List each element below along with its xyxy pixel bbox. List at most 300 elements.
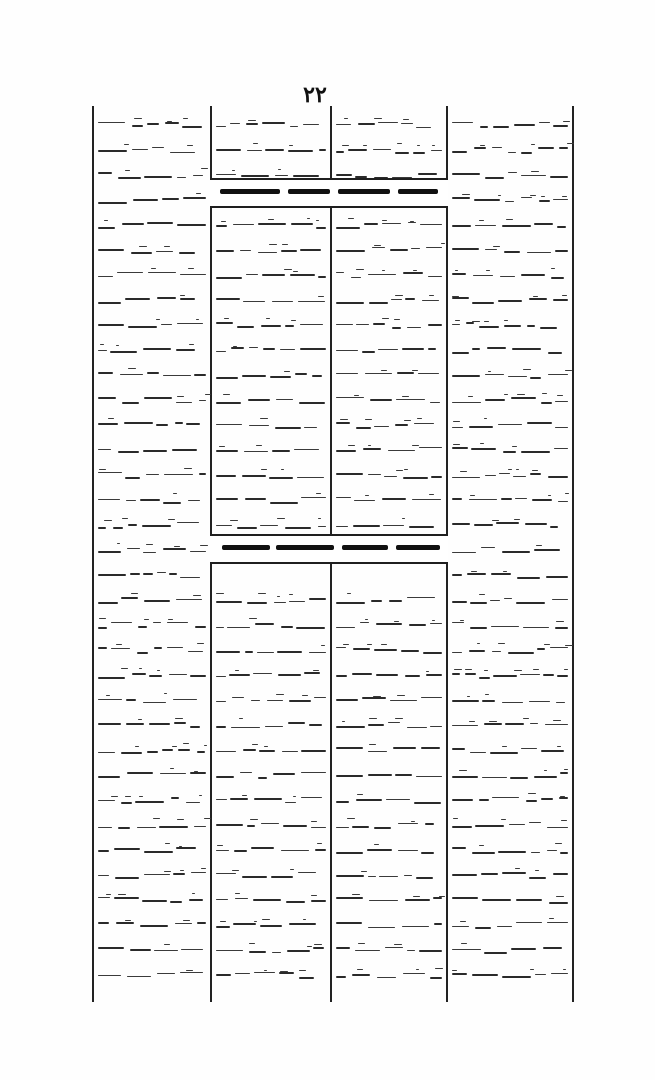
handwriting-stroke xyxy=(253,899,281,901)
handwriting-stroke xyxy=(336,647,346,648)
handwriting-stroke xyxy=(557,395,563,396)
handwriting-stroke xyxy=(131,252,152,254)
handwriting-stroke xyxy=(393,747,416,749)
handwriting-stroke xyxy=(452,498,462,500)
handwriting-stroke xyxy=(551,277,564,279)
handwriting-stroke xyxy=(485,475,496,476)
handwriting-stroke xyxy=(114,848,140,850)
handwriting-stroke xyxy=(391,299,402,300)
handwriting-stroke xyxy=(300,348,326,350)
handwriting-stroke xyxy=(289,601,305,602)
handwriting-stroke xyxy=(392,327,401,329)
handwriting-stroke xyxy=(409,624,426,626)
handwriting-stroke xyxy=(144,176,172,178)
handwriting-stroke xyxy=(216,402,241,404)
handwriting-stroke xyxy=(559,147,568,149)
handwriting-stroke xyxy=(261,469,267,470)
handwriting-stroke xyxy=(269,244,277,245)
handwriting-stroke xyxy=(117,272,143,273)
handwriting-stroke xyxy=(318,518,321,519)
handwriting-stroke xyxy=(539,122,550,123)
handwriting-stroke xyxy=(216,873,236,874)
handwriting-stroke xyxy=(188,500,200,501)
handwriting-stroke xyxy=(469,426,493,428)
handwriting-stroke xyxy=(304,427,317,428)
handwriting-stroke xyxy=(290,126,298,127)
handwriting-stroke xyxy=(535,974,546,975)
handwriting-stroke xyxy=(137,827,156,828)
handwriting-stroke xyxy=(314,944,322,945)
handwriting-stroke xyxy=(285,325,294,327)
handwriting-stroke xyxy=(295,373,307,375)
handwriting-stroke xyxy=(490,600,500,601)
handwriting-stroke xyxy=(309,652,326,653)
handwriting-stroke xyxy=(374,245,381,246)
handwriting-stroke xyxy=(280,971,288,972)
handwriting-stroke xyxy=(319,149,326,151)
handwriting-stroke xyxy=(523,627,549,628)
handwriting-stroke xyxy=(480,145,485,146)
handwriting-stroke xyxy=(143,552,156,553)
handwriting-stroke xyxy=(395,295,403,296)
handwriting-stroke xyxy=(343,644,349,645)
handwriting-stroke xyxy=(505,723,524,725)
handwriting-stroke xyxy=(529,701,550,702)
handwriting-stroke xyxy=(127,772,153,774)
handwriting-stroke xyxy=(316,227,326,229)
handwriting-stroke xyxy=(197,643,204,644)
handwriting-stroke xyxy=(488,371,491,372)
handwriting-stroke xyxy=(336,473,363,475)
handwriting-stroke xyxy=(452,799,473,801)
handwriting-stroke xyxy=(363,448,381,450)
handwriting-stroke xyxy=(452,552,476,553)
handwriting-stroke xyxy=(163,375,191,376)
handwriting-stroke xyxy=(364,223,378,225)
column-rule-right xyxy=(572,106,574,1002)
handwriting-stroke xyxy=(491,573,511,575)
handwriting-stroke xyxy=(374,118,382,119)
handwriting-stroke xyxy=(560,772,568,774)
handwriting-stroke xyxy=(175,718,183,719)
handwriting-stroke xyxy=(336,526,348,527)
handwriting-stroke xyxy=(272,952,281,953)
handwriting-stroke xyxy=(296,627,325,629)
handwriting-stroke xyxy=(183,920,190,921)
handwriting-stroke xyxy=(299,977,314,979)
handwriting-stroke xyxy=(514,519,520,520)
handwriting-stroke xyxy=(98,723,121,725)
handwriting-stroke xyxy=(467,573,486,575)
handwriting-stroke xyxy=(248,399,270,401)
handwriting-stroke xyxy=(516,469,519,470)
handwriting-stroke xyxy=(541,750,564,752)
handwriting-stroke xyxy=(386,799,410,800)
handwriting-stroke xyxy=(138,719,142,720)
handwriting-stroke xyxy=(138,626,147,628)
handwriting-stroke xyxy=(164,944,170,945)
handwriting-stroke xyxy=(363,145,367,146)
handwriting-stroke xyxy=(98,602,118,604)
handwriting-stroke xyxy=(135,801,164,803)
handwriting-stroke xyxy=(565,493,569,494)
handwriting-stroke xyxy=(149,675,162,677)
handwriting-stroke xyxy=(98,499,120,500)
handwriting-stroke xyxy=(388,450,415,451)
handwriting-stroke xyxy=(301,772,326,773)
handwriting-stroke xyxy=(452,622,464,623)
handwriting-stroke xyxy=(281,850,309,851)
handwriting-stroke xyxy=(452,970,457,971)
handwriting-stroke xyxy=(132,149,148,150)
handwriting-stroke xyxy=(289,594,293,595)
handwriting-stroke xyxy=(484,670,488,671)
handwriting-stroke xyxy=(454,669,462,670)
handwriting-stroke xyxy=(165,122,179,124)
handwriting-stroke xyxy=(370,399,392,401)
handwriting-stroke xyxy=(111,648,130,649)
handwriting-stroke xyxy=(263,348,275,350)
handwriting-stroke xyxy=(242,475,266,477)
handwriting-stroke xyxy=(297,477,324,478)
handwriting-stroke xyxy=(403,973,425,974)
handwriting-stroke xyxy=(352,673,372,675)
handwriting-stroke xyxy=(358,123,375,125)
handwriting-stroke xyxy=(216,424,242,425)
handwriting-stroke xyxy=(121,668,128,669)
handwriting-stroke xyxy=(298,301,325,302)
handwriting-stroke xyxy=(430,726,442,727)
handwriting-stroke xyxy=(417,418,422,419)
handwriting-stroke xyxy=(482,700,495,702)
handwriting-stroke xyxy=(533,296,538,297)
handwriting-stroke xyxy=(216,950,243,951)
handwriting-stroke xyxy=(543,674,554,676)
handwriting-stroke xyxy=(356,324,369,325)
handwriting-stroke xyxy=(176,349,195,351)
handwriting-stroke xyxy=(124,422,153,424)
handwriting-stroke xyxy=(472,321,480,322)
handwriting-stroke xyxy=(167,647,183,648)
handwriting-stroke xyxy=(492,797,519,798)
handwriting-stroke xyxy=(301,497,326,498)
handwriting-stroke xyxy=(99,469,106,470)
handwriting-stroke xyxy=(397,695,405,696)
handwriting-stroke xyxy=(528,793,536,794)
handwriting-stroke xyxy=(336,450,356,452)
handwriting-stroke xyxy=(336,827,349,828)
handwriting-stroke xyxy=(551,973,568,974)
handwriting-stroke xyxy=(534,223,553,225)
handwriting-stroke xyxy=(301,750,326,752)
handwriting-stroke xyxy=(452,973,467,975)
handwriting-stroke xyxy=(117,543,120,544)
handwriting-stroke xyxy=(217,845,223,846)
handwriting-stroke xyxy=(543,947,562,949)
handwriting-stroke xyxy=(98,776,120,778)
handwriting-stroke xyxy=(548,374,568,375)
handwriting-stroke xyxy=(162,749,173,751)
handwriting-stroke xyxy=(216,726,226,728)
handwriting-stroke xyxy=(258,593,266,594)
handwriting-stroke xyxy=(164,474,193,475)
handwriting-stroke xyxy=(104,220,108,221)
handwriting-stroke xyxy=(147,372,159,374)
handwriting-stroke xyxy=(405,298,415,300)
handwriting-stroke xyxy=(271,876,293,878)
column-4 xyxy=(452,110,568,998)
handwriting-stroke xyxy=(262,919,270,920)
handwriting-stroke xyxy=(336,350,358,351)
handwriting-stroke xyxy=(216,651,240,653)
handwriting-stroke xyxy=(531,144,535,145)
handwriting-stroke xyxy=(182,126,202,128)
handwriting-stroke xyxy=(216,776,234,778)
handwriting-stroke xyxy=(538,147,554,149)
handwriting-stroke xyxy=(452,447,468,449)
handwriting-stroke xyxy=(216,799,227,800)
handwriting-stroke xyxy=(523,369,531,370)
handwriting-stroke xyxy=(183,197,206,199)
handwriting-stroke xyxy=(354,395,359,396)
handwriting-stroke xyxy=(412,370,418,371)
handwriting-stroke xyxy=(257,652,274,653)
handwriting-stroke xyxy=(186,802,200,803)
handwriting-stroke xyxy=(508,152,516,153)
handwriting-stroke xyxy=(565,370,572,371)
handwriting-stroke xyxy=(216,225,227,227)
handwriting-stroke xyxy=(151,268,156,269)
handwriting-stroke xyxy=(546,576,568,578)
handwriting-stroke xyxy=(416,776,442,777)
handwriting-stroke xyxy=(516,899,542,901)
handwriting-stroke xyxy=(336,302,364,304)
handwriting-stroke xyxy=(156,251,173,252)
handwriting-stroke xyxy=(216,450,238,452)
handwriting-stroke xyxy=(336,852,363,854)
handwriting-stroke xyxy=(250,819,258,820)
handwriting-stroke xyxy=(122,518,128,519)
handwriting-stroke xyxy=(397,143,402,144)
handwriting-stroke xyxy=(485,694,489,695)
handwriting-stroke xyxy=(502,746,507,747)
handwriting-stroke xyxy=(230,123,240,124)
handwriting-stroke xyxy=(98,172,112,174)
handwriting-stroke xyxy=(291,223,313,225)
column-1 xyxy=(98,110,206,998)
handwriting-stroke xyxy=(98,850,109,852)
handwriting-stroke xyxy=(253,143,258,144)
handwriting-stroke xyxy=(431,150,442,151)
handwriting-stroke xyxy=(98,302,121,304)
handwriting-stroke xyxy=(353,648,370,650)
handwriting-stroke xyxy=(244,451,268,452)
handwriting-stroke xyxy=(475,225,496,226)
handwriting-stroke xyxy=(453,444,460,445)
handwriting-stroke xyxy=(336,124,351,125)
handwriting-stroke xyxy=(98,947,124,949)
handwriting-stroke xyxy=(336,174,352,176)
handwriting-stroke xyxy=(180,274,206,275)
handwriting-stroke xyxy=(254,798,282,800)
handwriting-stroke xyxy=(98,875,109,876)
handwriting-stroke xyxy=(418,173,437,175)
handwriting-stroke xyxy=(517,577,540,579)
handwriting-stroke xyxy=(354,500,375,501)
handwriting-stroke xyxy=(273,773,295,775)
handwriting-stroke xyxy=(277,596,280,597)
handwriting-stroke xyxy=(242,375,266,377)
handwriting-stroke xyxy=(232,870,239,871)
handwriting-stroke xyxy=(216,174,236,175)
handwriting-stroke xyxy=(164,871,171,872)
handwriting-stroke xyxy=(484,418,487,419)
handwriting-stroke xyxy=(470,752,486,753)
handwriting-stroke xyxy=(557,226,566,228)
handwriting-stroke xyxy=(230,798,248,800)
handwriting-stroke xyxy=(404,875,412,876)
handwriting-stroke xyxy=(368,274,396,275)
handwriting-stroke xyxy=(318,526,326,527)
handwriting-stroke xyxy=(452,601,467,603)
handwriting-stroke xyxy=(358,943,365,944)
handwriting-stroke xyxy=(368,927,395,928)
handwriting-stroke xyxy=(527,252,551,253)
handwriting-stroke xyxy=(433,897,442,899)
handwriting-stroke xyxy=(396,399,425,400)
handwriting-stroke xyxy=(154,647,162,649)
handwriting-stroke xyxy=(498,643,505,644)
handwriting-stroke xyxy=(318,296,324,297)
handwriting-stroke xyxy=(465,673,476,675)
handwriting-stroke xyxy=(291,320,296,321)
handwriting-stroke xyxy=(355,950,380,951)
handwriting-stroke xyxy=(530,473,541,475)
handwriting-stroke xyxy=(374,649,397,651)
handwriting-stroke xyxy=(216,126,226,127)
handwriting-stroke xyxy=(146,544,153,545)
handwriting-stroke xyxy=(235,670,239,671)
handwriting-stroke xyxy=(502,551,530,553)
handwriting-stroke xyxy=(247,825,255,827)
handwriting-stroke xyxy=(413,896,420,897)
handwriting-stroke xyxy=(336,397,364,398)
handwriting-stroke xyxy=(470,627,487,629)
handwriting-stroke xyxy=(461,943,467,944)
handwriting-stroke xyxy=(284,269,292,270)
handwriting-stroke xyxy=(496,522,519,524)
handwriting-stroke xyxy=(395,718,403,719)
handwriting-stroke xyxy=(190,675,206,677)
handwriting-stroke xyxy=(521,152,532,154)
handwriting-stroke xyxy=(194,374,206,376)
handwriting-stroke xyxy=(143,450,167,452)
handwriting-stroke xyxy=(553,299,568,301)
handwriting-stroke xyxy=(452,273,466,275)
handwriting-stroke xyxy=(397,372,414,374)
handwriting-stroke xyxy=(264,746,268,747)
handwriting-stroke xyxy=(169,674,187,675)
handwriting-stroke xyxy=(533,669,539,670)
handwriting-stroke xyxy=(262,274,285,276)
handwriting-stroke xyxy=(416,127,431,128)
handwriting-stroke xyxy=(169,573,177,575)
handwriting-stroke xyxy=(106,695,110,696)
handwriting-stroke xyxy=(231,727,260,728)
handwriting-stroke xyxy=(281,469,284,470)
handwriting-stroke xyxy=(258,777,267,779)
handwriting-stroke xyxy=(491,626,519,627)
handwriting-stroke xyxy=(412,499,441,500)
handwriting-stroke xyxy=(404,469,408,470)
handwriting-stroke xyxy=(281,250,297,252)
handwriting-stroke xyxy=(547,922,568,923)
handwriting-stroke xyxy=(548,352,562,354)
handwriting-stroke xyxy=(529,822,541,823)
handwriting-stroke xyxy=(502,225,531,227)
handwriting-stroke xyxy=(548,476,568,478)
handwriting-stroke xyxy=(121,752,142,754)
handwriting-stroke xyxy=(118,827,130,829)
handwriting-stroke xyxy=(514,670,522,671)
handwriting-stroke xyxy=(459,770,467,771)
handwriting-stroke xyxy=(246,274,258,275)
handwriting-stroke xyxy=(144,600,170,602)
handwriting-stroke xyxy=(288,150,313,152)
handwriting-stroke xyxy=(282,751,298,752)
handwriting-stroke xyxy=(405,675,420,677)
handwriting-stroke xyxy=(521,451,550,453)
handwriting-stroke xyxy=(254,972,275,973)
handwriting-stroke xyxy=(421,852,434,854)
handwriting-stroke xyxy=(418,373,439,374)
handwriting-stroke xyxy=(177,177,186,178)
handwriting-stroke xyxy=(376,674,398,676)
handwriting-stroke xyxy=(180,298,195,300)
handwriting-stroke xyxy=(167,622,188,623)
handwriting-stroke xyxy=(485,177,504,179)
handwriting-stroke xyxy=(545,724,568,725)
handwriting-stroke xyxy=(144,619,149,620)
handwriting-stroke xyxy=(204,745,207,746)
handwriting-stroke xyxy=(281,626,293,628)
handwriting-stroke xyxy=(277,518,285,519)
handwriting-stroke xyxy=(371,600,382,602)
handwriting-stroke xyxy=(205,394,211,395)
handwriting-stroke xyxy=(502,976,531,978)
handwriting-stroke xyxy=(98,551,121,553)
handwriting-stroke xyxy=(176,599,202,600)
handwriting-stroke xyxy=(216,974,231,976)
handwriting-stroke xyxy=(180,577,200,578)
handwriting-stroke xyxy=(128,326,157,328)
section-heading-1 xyxy=(210,178,448,208)
handwriting-stroke xyxy=(239,718,243,719)
handwriting-stroke xyxy=(429,494,434,495)
handwriting-stroke xyxy=(313,947,324,949)
handwriting-stroke xyxy=(390,249,408,251)
handwriting-stroke xyxy=(201,168,208,169)
handwriting-stroke xyxy=(126,699,136,701)
handwriting-stroke xyxy=(223,394,230,395)
handwriting-stroke xyxy=(365,495,369,496)
handwriting-stroke xyxy=(485,399,505,401)
handwriting-stroke xyxy=(379,876,398,877)
text-block xyxy=(92,106,574,1002)
handwriting-stroke xyxy=(187,145,193,146)
handwriting-stroke xyxy=(316,220,319,221)
handwriting-stroke xyxy=(224,318,229,319)
